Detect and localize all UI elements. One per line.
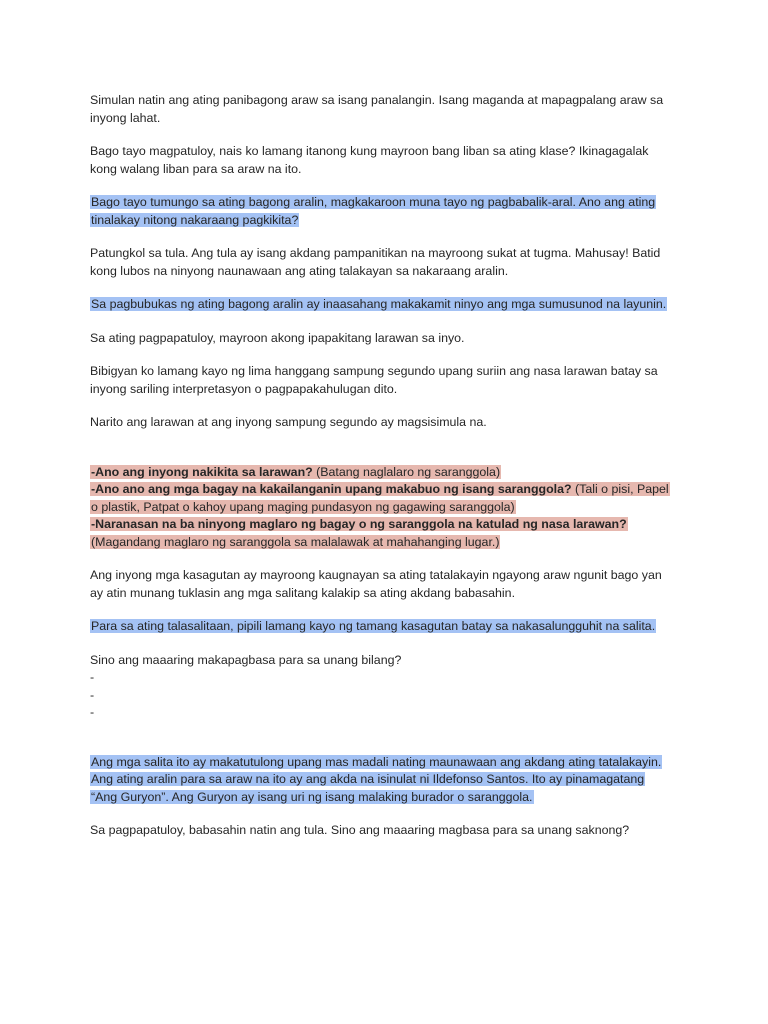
question-line-2 <box>90 481 690 499</box>
picture-intro-paragraph <box>90 330 690 348</box>
text-line: Patungkol sa tula. Ang tula ay isang akdang pampanitikan na mayroong sukat at tugma. Mahusay! Batid <box>90 246 661 260</box>
answer-line-3 <box>90 534 690 552</box>
objectives-paragraph <box>90 296 690 314</box>
text-line: kong walang liban para sa araw na ito. <box>90 161 302 176</box>
question-line-1 <box>90 464 690 482</box>
question-line-2-cont <box>90 499 690 517</box>
answer-2: (Tali o pisi, Papel <box>571 482 669 496</box>
highlighted-text: Ang ating aralin para sa araw na ito ay ang akda na isinulat ni Ildefonso Santos. Ito ay pinamagatang <box>91 772 645 786</box>
question-line-3 <box>90 516 690 534</box>
opening-prayer-paragraph <box>90 92 690 127</box>
question-3: -Naranasan na ba ninyong maglaro ng bagay o ng saranggola na katulad ng nasa larawan? <box>91 517 627 531</box>
document-page <box>90 92 690 856</box>
text-line: kong lubos na ninyong naunawaan ang ating talakayan sa nakaraang aralin. <box>90 263 509 278</box>
answer-3: (Magandang maglaro ng saranggola sa malalawak at mahahanging lugar.) <box>91 534 500 549</box>
blank-item-2: - <box>90 687 95 702</box>
vocabulary-paragraph <box>90 618 690 636</box>
text-line: Sa ating pagpapatuloy, mayroon akong ipapakitang larawan sa inyo. <box>90 330 465 345</box>
highlighted-text: “Ang Guryon”. Ang Guryon ay isang uri ng isang malaking burador o saranggola. <box>91 789 533 804</box>
reader-question-paragraph <box>90 652 690 722</box>
answer-2-continued: o plastik, Patpat o kahoy upang maging pundasyon ng gagawing saranggola) <box>91 499 515 514</box>
question-2: -Ano ano ang mga bagay na kakailanganin upang makabuo ng isang saranggola? <box>91 482 572 496</box>
highlighted-text: Bago tayo tumungo sa ating bagong aralin, magkakaroon muna tayo ng pagbabalik-aral. Ano ang ating <box>91 195 656 209</box>
lesson-intro-paragraph <box>90 754 690 807</box>
picture-start-paragraph <box>90 414 690 432</box>
text-line: Bibigyan ko lamang kayo ng lima hanggang sampung segundo upang suriin ang nasa larawan batay sa <box>90 364 658 378</box>
text-line: Narito ang larawan at ang inyong sampung segundo ay magsisimula na. <box>90 415 487 429</box>
text-line: inyong sariling interpretasyon o pagpapakahulugan dito. <box>90 381 398 396</box>
attendance-paragraph <box>90 143 690 178</box>
review-answer-paragraph <box>90 245 690 280</box>
highlighted-text: Sa pagbubukas ng ating bagong aralin ay inaasahang makakamit ninyo ang mga sumusunod na layunin. <box>91 297 667 311</box>
picture-instructions-paragraph <box>90 363 690 398</box>
answer-1: (Batang naglalaro ng saranggola) <box>312 464 501 479</box>
blank-item-1: - <box>90 670 95 684</box>
text-line: Sino ang maaaring makapagbasa para sa unang bilang? <box>90 652 402 667</box>
questions-block <box>90 464 690 552</box>
question-1: -Ano ang inyong nakikita sa larawan? <box>91 464 313 479</box>
text-line: inyong lahat. <box>90 110 161 125</box>
highlighted-text: Para sa ating talasalitaan, pipili lamang kayo ng tamang kasagutan batay sa nakasalungguhit na salita. <box>91 619 656 633</box>
text-line: Ang inyong mga kasagutan ay mayroong kaugnayan sa ating tatalakayin ngayong araw ngunit bago yan <box>90 568 662 582</box>
highlighted-text: tinalakay nitong nakaraang pagkikita? <box>91 212 299 227</box>
text-line: Sa pagpapatuloy, babasahin natin ang tula. Sino ang maaaring magbasa para sa unang saknong? <box>90 823 630 837</box>
text-line: Bago tayo magpatuloy, nais ko lamang itanong kung mayroon bang liban sa ating klase? Ikinagagalak <box>90 144 649 158</box>
continuation-paragraph <box>90 822 690 840</box>
text-line: ay atin munang tuklasin ang mga salitang kalakip sa ating akdang babasahin. <box>90 585 516 600</box>
text-line: Simulan natin ang ating panibagong araw sa isang panalangin. Isang maganda at mapagpalang araw sa <box>90 93 664 107</box>
blank-item-3: - <box>90 705 95 719</box>
highlighted-text: Ang mga salita ito ay makatutulong upang mas madali nating maunawaan ang akdang ating tatalakayin. <box>91 754 662 769</box>
connection-paragraph <box>90 567 690 602</box>
review-paragraph <box>90 194 690 229</box>
